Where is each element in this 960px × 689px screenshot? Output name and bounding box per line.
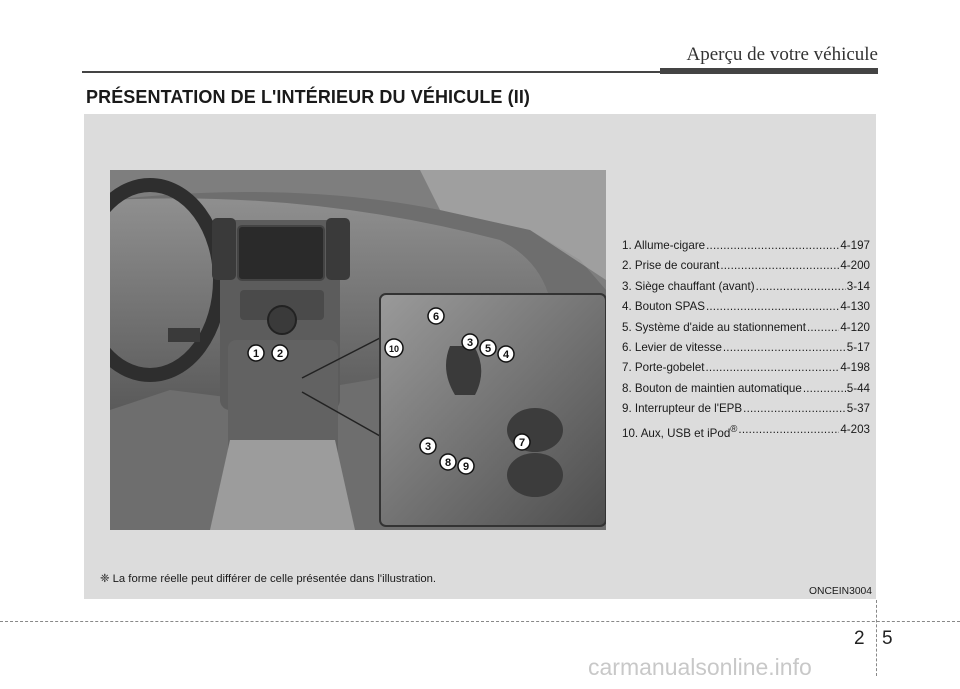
legend-item-page: 4-203 <box>840 422 870 436</box>
callout-label: 9 <box>462 461 470 473</box>
legend-item <box>622 318 870 338</box>
center-console <box>210 440 355 530</box>
leader-dots <box>723 338 846 358</box>
legend-item-label: 5. Système d'aide au stationnement <box>622 320 806 334</box>
callout-label: 3 <box>466 337 474 349</box>
footer-dashed-rule <box>0 621 960 622</box>
callout-label: 8 <box>444 457 452 469</box>
legend-item-page: 4-130 <box>840 300 870 314</box>
legend-item <box>622 379 870 399</box>
leader-dots <box>743 399 846 419</box>
callout-label: 10 <box>388 344 400 354</box>
leader-dots <box>706 358 840 378</box>
legend-item-page: 4-200 <box>840 259 870 273</box>
legend-item-page: 4-198 <box>840 361 870 375</box>
left-vent <box>212 218 236 280</box>
legend-item-label: 10. Aux, USB et iPod® <box>622 423 738 440</box>
callout-5 <box>480 340 496 356</box>
legend-item-label: 8. Bouton de maintien automatique <box>622 381 802 395</box>
legend-item-label: 1. Allume-cigare <box>622 239 706 252</box>
callout-label: 2 <box>276 348 284 360</box>
callout-label: 1 <box>252 348 260 360</box>
leader-dots <box>803 379 846 399</box>
running-head-title: Aperçu de votre véhicule <box>686 44 878 65</box>
leader-dots <box>807 318 839 338</box>
pedal <box>168 328 200 342</box>
illustration-panel <box>84 114 876 599</box>
section-title: PRÉSENTATION DE L'INTÉRIEUR DU VÉHICULE (II) <box>86 87 531 107</box>
legend-item-label: 4. Bouton SPAS <box>622 300 705 314</box>
callout-label: 7 <box>518 437 526 449</box>
legend-item-label: 6. Levier de vitesse <box>622 341 722 355</box>
legend-item <box>622 236 870 256</box>
legend-item-label: 9. Interrupteur de l'EPB <box>622 402 743 416</box>
legend-item-page: 4-197 <box>840 239 870 252</box>
legend-list <box>622 236 870 444</box>
callout-label: 3 <box>424 441 432 453</box>
legend-item-page: 5-44 <box>846 381 870 395</box>
control-knob <box>268 306 296 334</box>
legend-item-page: 4-120 <box>840 320 870 334</box>
chapter-number: 2 <box>854 628 865 649</box>
legend-item <box>622 338 870 358</box>
leader-dots <box>706 297 839 317</box>
legend-item-label: 3. Siège chauffant (avant) <box>622 279 755 293</box>
header-rule-accent <box>660 68 878 74</box>
legend-item <box>622 277 870 297</box>
leader-dots <box>720 256 839 276</box>
callout-3 <box>462 334 478 350</box>
page-number: 5 <box>882 628 893 649</box>
legend-item-page: 5-37 <box>846 402 870 416</box>
legend-item <box>622 420 870 444</box>
inset-gear-shifter <box>446 346 481 395</box>
callout-8 <box>440 454 456 470</box>
detail-inset <box>380 294 606 526</box>
callout-9 <box>458 458 474 474</box>
legend-item-label: 7. Porte-gobelet <box>622 361 705 375</box>
interior-illustration <box>110 170 606 530</box>
legend-item-page: 3-14 <box>846 279 870 293</box>
watermark: carmanualsonline.info <box>588 654 812 680</box>
callout-6 <box>428 308 444 324</box>
callout-4 <box>498 346 514 362</box>
legend-item <box>622 256 870 276</box>
registered-mark: ® <box>730 423 738 435</box>
right-vent <box>326 218 350 280</box>
leader-dots <box>756 277 846 297</box>
illustration-note: ❈ La forme réelle peut différer de celle présentée dans l'illustration. <box>100 573 437 585</box>
callout-2 <box>272 345 288 361</box>
legend-item-page: 5-17 <box>846 341 870 355</box>
legend-item-label: 2. Prise de courant <box>622 259 720 273</box>
callout-label: 6 <box>432 311 440 323</box>
page-divider <box>876 600 877 676</box>
image-code: ONCEIN3004 <box>809 586 872 597</box>
legend-item <box>622 297 870 317</box>
legend-item <box>622 399 870 419</box>
nav-screen <box>238 226 324 280</box>
callout-10 <box>385 339 403 357</box>
callout-label: 4 <box>502 349 510 361</box>
callout-label: 5 <box>484 343 492 355</box>
callout-3 <box>420 438 436 454</box>
leader-dots <box>706 236 839 256</box>
inset-cupholder-2 <box>507 453 563 497</box>
callout-7 <box>514 434 530 450</box>
callout-1 <box>248 345 264 361</box>
legend-item <box>622 358 870 378</box>
leader-dots <box>738 420 839 444</box>
